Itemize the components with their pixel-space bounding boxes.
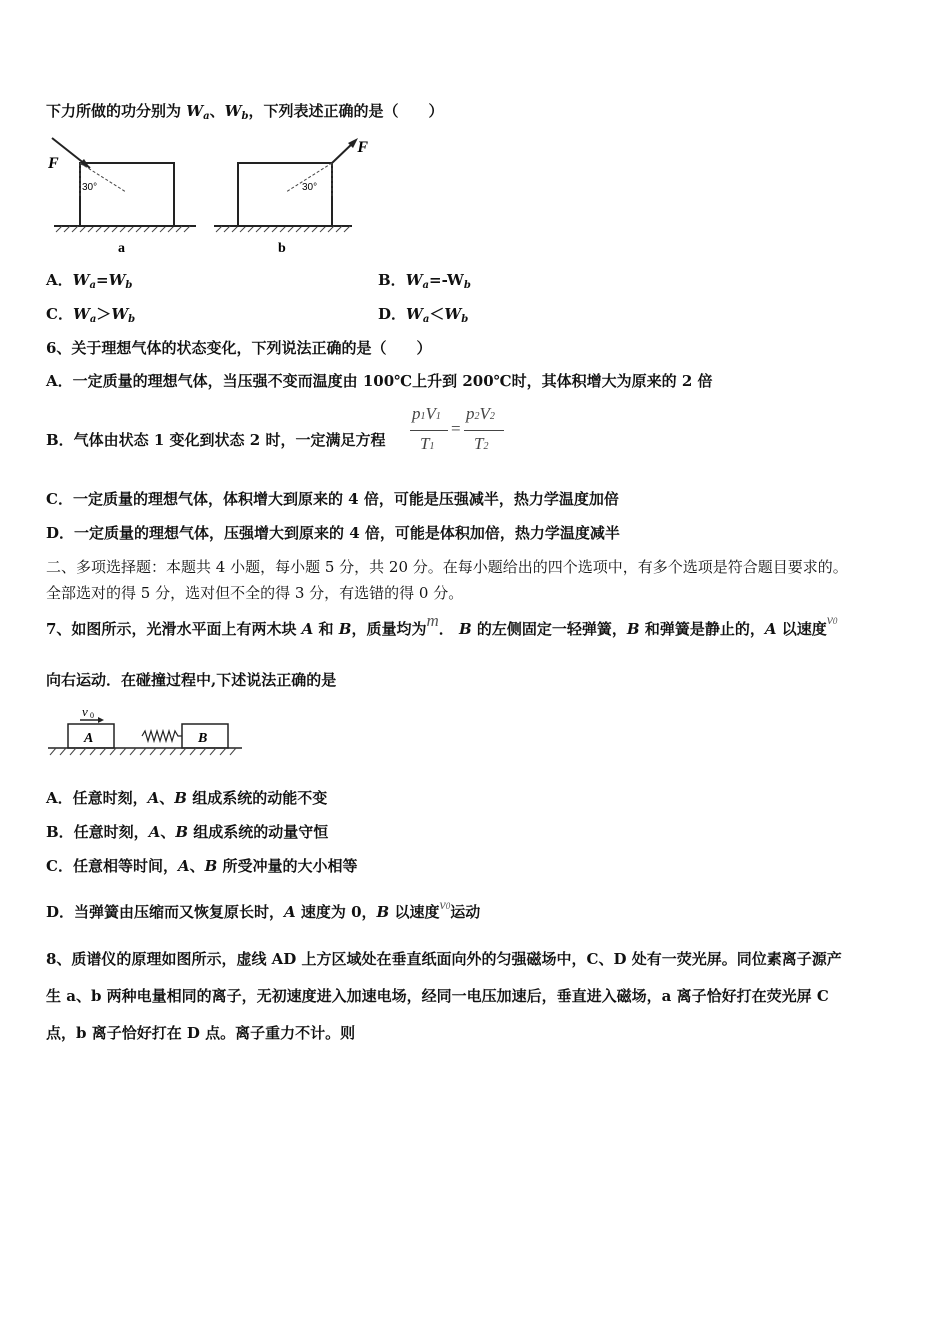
section2-line1: 二、多项选择题：本题共 4 小题，每小题 5 分，共 20 分。在每小题给出的四个选项中，有多个选项是符合题目要求的。 (46, 558, 848, 576)
q6-option-d: D．一定质量的理想气体，压强增大到原来的 4 倍，可能是体积加倍，热力学温度减半 (46, 524, 620, 542)
angle-label-a: 30° (82, 182, 98, 193)
q7-stem-line2: 向右运动．在碰撞过程中,下述说法正确的是 (46, 671, 337, 689)
q8-line1: 8、质谱仪的原理如图所示，虚线 AD 上方区域处在垂直纸面向外的匀强磁场中，C、D 处有一荧光屏。同位素离子源产 (46, 950, 842, 968)
force-label-b: F (357, 139, 368, 156)
q5-option-a: A．$W_a=W_b$ (46, 271, 133, 291)
q6-option-a: A．一定质量的理想气体，当压强不变而温度由 100℃上升到 200℃时，其体积增大为原来的 2 倍 (46, 372, 713, 390)
force-label-a: F (48, 155, 59, 172)
q5-option-b: B．$W_a=-W_b$ (378, 271, 471, 291)
q8-line3: 点，b 离子恰好打在 D 点。离子重力不计。则 (46, 1024, 356, 1042)
section2-line2: 全部选对的得 5 分，选对但不全的得 3 分，有选错的得 0 分。 (46, 584, 464, 602)
q8-line2: 生 a、b 两种电量相同的离子，无初速度进入加速电场，经同一电压加速后，垂直进入磁场，a 离子恰好打在荧光屏 C (46, 987, 829, 1005)
q5-figure (46, 130, 366, 260)
velocity-sub: 0 (90, 711, 94, 720)
q7-figure (46, 700, 246, 764)
q7-option-b: B．任意时刻，A、B 组成系统的动量守恒 (46, 823, 329, 841)
q7-option-d: D．当弹簧由压缩而又恢复原长时，A 速度为 0，B 以速度v0运动 (46, 898, 481, 921)
block-B-label: B (198, 731, 208, 746)
q5-stem: 下力所做的功分别为 $W_a$、$W_b$，下列表述正确的是（ ） (46, 102, 444, 122)
fig-label-a: a (118, 241, 125, 256)
q5-option-c: C．$W_a>W_b$ (46, 305, 136, 325)
q6-stem: 6、关于理想气体的状态变化，下列说法正确的是（ ） (46, 339, 432, 357)
q7-option-a: A．任意时刻，A、B 组成系统的动能不变 (46, 789, 328, 807)
angle-label-b: 30° (302, 182, 318, 193)
q6-option-b: B．气体由状态 1 变化到状态 2 时，一定满足方程 (46, 431, 386, 449)
q7-option-c: C．任意相等时间，A、B 所受冲量的大小相等 (46, 857, 358, 875)
fig-label-b: b (278, 241, 286, 256)
velocity-label: v (82, 704, 88, 719)
q6-option-c: C．一定质量的理想气体，体积增大到原来的 4 倍，可能是压强减半，热力学温度加倍 (46, 490, 619, 508)
block-A-label: A (84, 731, 94, 746)
q5-option-d: D．$W_a<W_b$ (378, 305, 469, 325)
q6-formula: p1V1 T1 = p2V2 T2 (408, 404, 508, 460)
q7-stem: 7、如图所示，光滑水平面上有两木块 A 和 B，质量均为m． B 的左侧固定一轻弹簧，B 和弹簧是静止的，A 以速度v0 (46, 611, 838, 638)
spring (142, 731, 182, 741)
